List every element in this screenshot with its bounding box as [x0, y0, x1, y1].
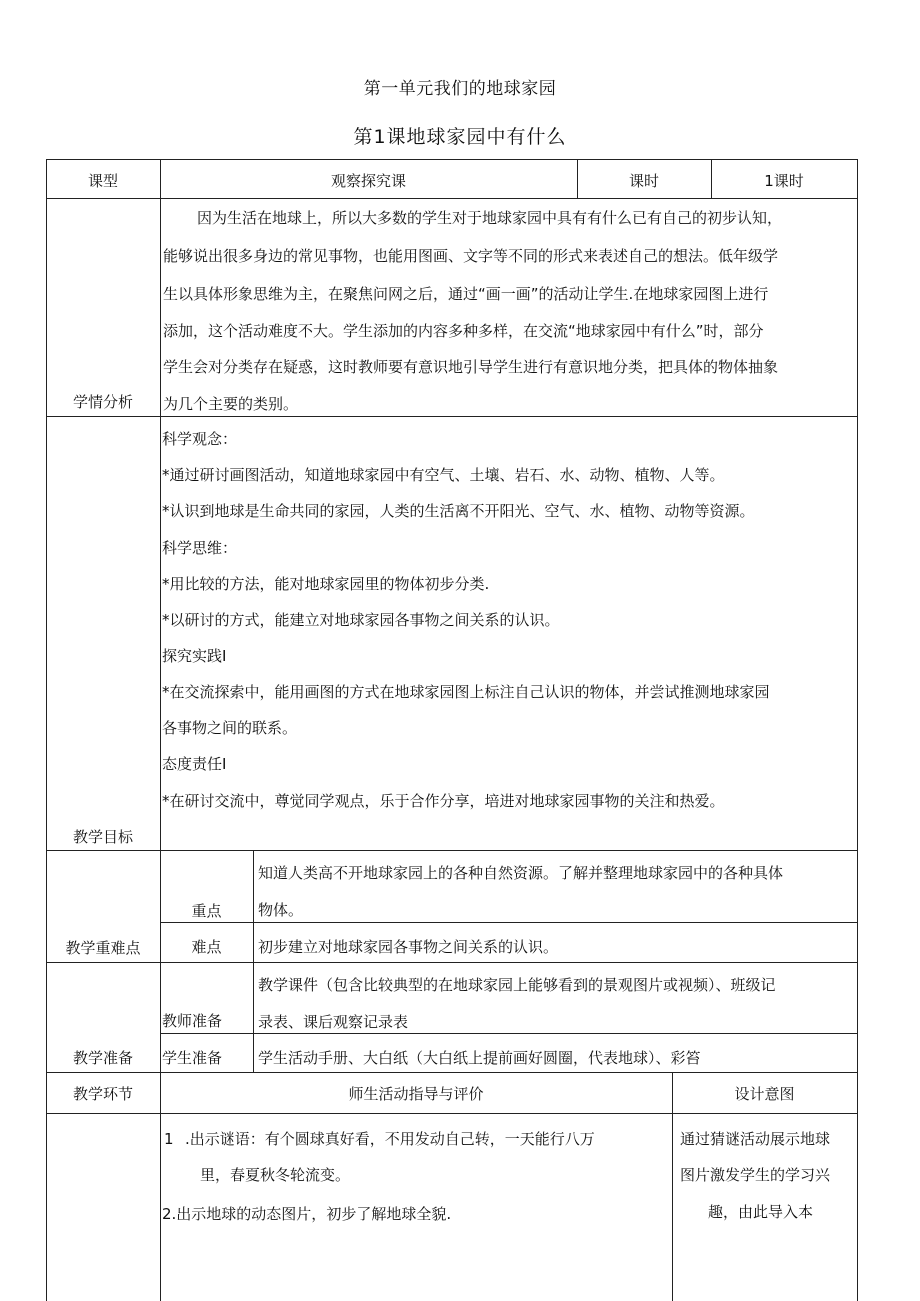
row-divider	[160, 922, 858, 923]
goal-line: *在研讨交流中，尊觉同学观点，乐于合作分享，培进对地球家园事物的关注和热爱。	[162, 792, 725, 810]
lesson-type-label: 课型	[87, 172, 118, 190]
class-hours-label: 课时	[628, 172, 659, 190]
teacher-prep-label: 教师准备	[162, 1012, 223, 1030]
goal-line: 科学观念：	[162, 430, 238, 448]
intent-line: 图片激发学生的学习兴	[680, 1166, 831, 1184]
row-divider	[46, 1072, 858, 1073]
step1-number: 1	[164, 1130, 174, 1148]
unit-title: 第一单元我们的地球家园	[363, 79, 557, 99]
col-header-activity: 师生活动指导与评价	[348, 1085, 484, 1103]
goal-line: *在交流探索中，能用画图的方式在地球家园图上标注自己认识的物体，并尝试推测地球家园	[162, 683, 770, 701]
table-border-right	[857, 159, 858, 1301]
student-prep-text: 学生活动手册、大白纸（大白纸上提前画好圆圈，代表地球）、彩笞	[258, 1049, 701, 1067]
focus-line: 知道人类高不开地球家园上的各种自然资源。了解并整理地球家园中的各种具体	[258, 864, 784, 882]
analysis-line: 为几个主要的类别。	[163, 395, 299, 413]
goal-line: 各事物之间的联系。	[162, 719, 298, 737]
step1-line: 里，春夏秋冬轮流变。	[200, 1166, 351, 1184]
col-header-intent: 设计意图	[734, 1085, 795, 1103]
goal-line: *用比较的方法，能对地球家园里的物体初步分类.	[162, 575, 490, 593]
preparation-label: 教学准备	[72, 1049, 133, 1067]
analysis-line: 能够说出很多身边的常见事物，也能用图画、文字等不同的形式来表述自己的想法。低年级学	[163, 247, 779, 265]
goal-line: 探究实践I	[162, 647, 227, 665]
goal-line: *认识到地球是生命共同的家园，人类的生活离不开阳光、空气、水、植物、动物等资源。	[162, 502, 755, 520]
goal-line: *通过研讨画图活动，知道地球家园中有空气、土壤、岩石、水、动物、植物、人等。	[162, 466, 725, 484]
focus-line: 物体。	[258, 901, 304, 919]
lesson-title: 第1课地球家园中有什么	[353, 126, 567, 148]
row-divider	[46, 850, 858, 851]
step2-text: 2.出示地球的动态图片，初步了解地球全貌.	[162, 1205, 452, 1223]
lesson-type-value: 观察探究课	[330, 172, 406, 190]
column-divider	[253, 850, 254, 1072]
row-divider	[46, 1113, 858, 1114]
focus-label: 重点	[191, 902, 222, 920]
row-divider	[46, 962, 858, 963]
difficulty-text: 初步建立对地球家园各事物之间关系的认识。	[258, 938, 559, 956]
analysis-line: 生以具体形象思维为主，在聚焦问网之后，通过“画一画”的活动让学生.在地球家园图上进行	[163, 285, 769, 303]
step1-line: .出示谜语：有个圆球真好看，不用发动自己转，一天能行八万	[185, 1130, 595, 1148]
student-prep-label: 学生准备	[162, 1049, 223, 1067]
difficulty-label: 难点	[191, 938, 222, 956]
analysis-label: 学情分析	[72, 393, 133, 411]
intent-line: 趣，由此导入本	[708, 1203, 814, 1221]
goal-line: *以研讨的方式，能建立对地球家园各事物之间关系的认识。	[162, 611, 560, 629]
goal-line: 科学思维：	[162, 539, 238, 557]
teacher-prep-line: 录表、课后观察记录表	[258, 1013, 409, 1031]
teacher-prep-line: 教学课件（包含比较典型的在地球家园上能够看到的景观图片或视频）、班级记	[258, 976, 776, 994]
intent-line: 通过猜谜活动展示地球	[680, 1130, 831, 1148]
analysis-line: 添加，这个活动难度不大。学生添加的内容多种多样，在交流“地球家园中有什么”时，部分	[163, 322, 764, 340]
column-divider	[160, 159, 161, 1301]
col-header-stage: 教学环节	[72, 1085, 133, 1103]
row-divider	[46, 198, 858, 199]
row-divider	[160, 1033, 858, 1034]
goals-label: 教学目标	[72, 828, 133, 846]
analysis-line: 因为生活在地球上，所以大多数的学生对于地球家园中具有有什么已有自己的初步认知，	[197, 209, 783, 227]
table-border-top	[46, 159, 858, 160]
analysis-line: 学生会对分类存在疑惑，这时教师要有意识地引导学生进行有意识地分类，把具体的物体抽象	[163, 358, 779, 376]
key-points-label: 教学重难点	[65, 939, 141, 957]
table-border-left	[46, 159, 47, 1301]
class-hours-value: 1课时	[764, 172, 804, 190]
column-divider	[672, 1072, 673, 1301]
row-divider	[46, 416, 858, 417]
goal-line: 态度责任I	[162, 755, 227, 773]
